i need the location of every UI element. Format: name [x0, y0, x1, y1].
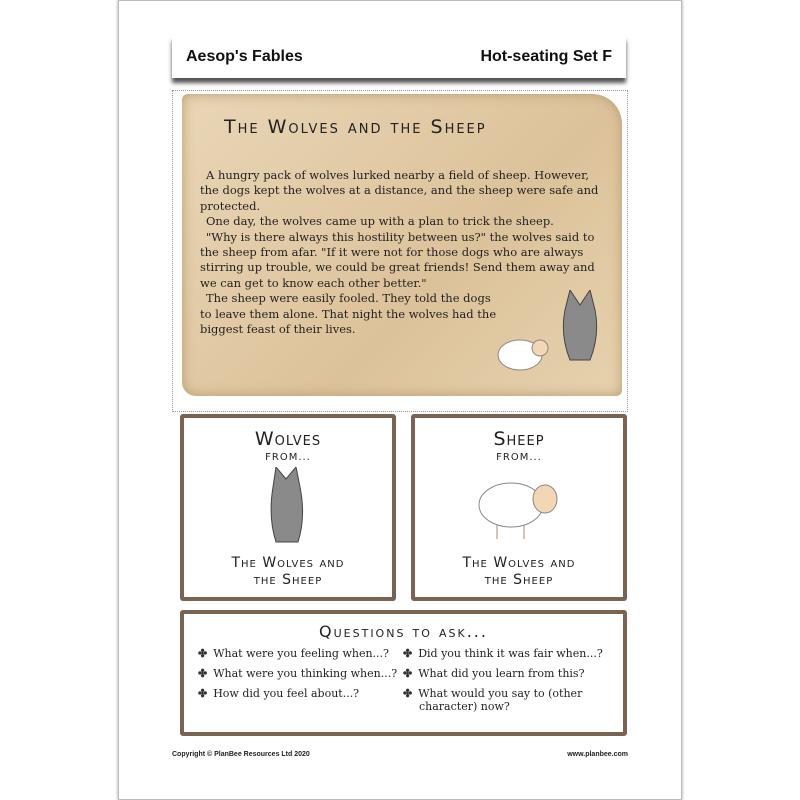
- sheep-icon: [469, 467, 569, 547]
- wolves-card: [180, 414, 396, 601]
- questions-box: [180, 610, 627, 736]
- question-item: ✤ What were you feeling when...?: [198, 647, 389, 660]
- bullet-icon: ✤: [403, 647, 413, 660]
- header-title: Aesop's Fables: [186, 48, 303, 65]
- card-title: Sheep: [493, 428, 545, 450]
- question-item: ✤ Did you think it was fair when...?: [403, 647, 603, 660]
- sheep-card: [411, 414, 627, 601]
- bullet-icon: ✤: [198, 647, 208, 660]
- card-from: FROM...: [496, 452, 542, 463]
- wolf-icon: [258, 467, 318, 547]
- story-paragraph: One day, the wolves came up with a plan to trick the sheep.: [206, 214, 554, 229]
- bullet-icon: ✤: [198, 687, 208, 700]
- header-set: Hot-seating Set F: [480, 48, 612, 65]
- card-footer: the Sheep: [253, 572, 323, 588]
- bullet-icon: ✤: [403, 667, 413, 680]
- question-item: ✤ What would you say to (other character) now?: [403, 687, 583, 713]
- card-title: Wolves: [254, 428, 322, 450]
- bullet-icon: ✤: [198, 667, 208, 680]
- story-paragraph: The sheep were easily fooled. They told the dogs to leave them alone. That night the wolves had the biggest feast of their lives.: [200, 291, 497, 337]
- story-paragraph: "Why is there always this hostility between us?" the wolves said to the sheep from afar. "If it were not for those dogs who are always stirring up trouble, we could be great friends! Send them away and we can get to know each other better.": [200, 229, 595, 290]
- card-from: FROM...: [265, 452, 311, 463]
- questions-title: Questions to ask...: [319, 622, 488, 641]
- card-footer: the Sheep: [484, 572, 554, 588]
- header-bar: [172, 36, 626, 78]
- question-item: ✤ What did you learn from this?: [403, 667, 585, 680]
- card-footer: The Wolves and: [231, 555, 345, 571]
- copyright: Copyright © PlanBee Resources Ltd 2020: [172, 751, 310, 758]
- question-item: ✤ What were you thinking when...?: [198, 667, 398, 680]
- story-title: The Wolves and the Sheep: [224, 116, 487, 138]
- wolf-and-sheep-illustration: [490, 290, 610, 380]
- bullet-icon: ✤: [403, 687, 413, 700]
- story-paragraph: A hungry pack of wolves lurked nearby a field of sheep. However, the dogs kept the wolves at a distance, and the sheep were safe and protected.: [200, 168, 599, 213]
- card-footer: The Wolves and: [462, 555, 576, 571]
- website-link[interactable]: www.planbee.com: [567, 751, 628, 758]
- question-item: ✤ How did you feel about...?: [198, 687, 360, 700]
